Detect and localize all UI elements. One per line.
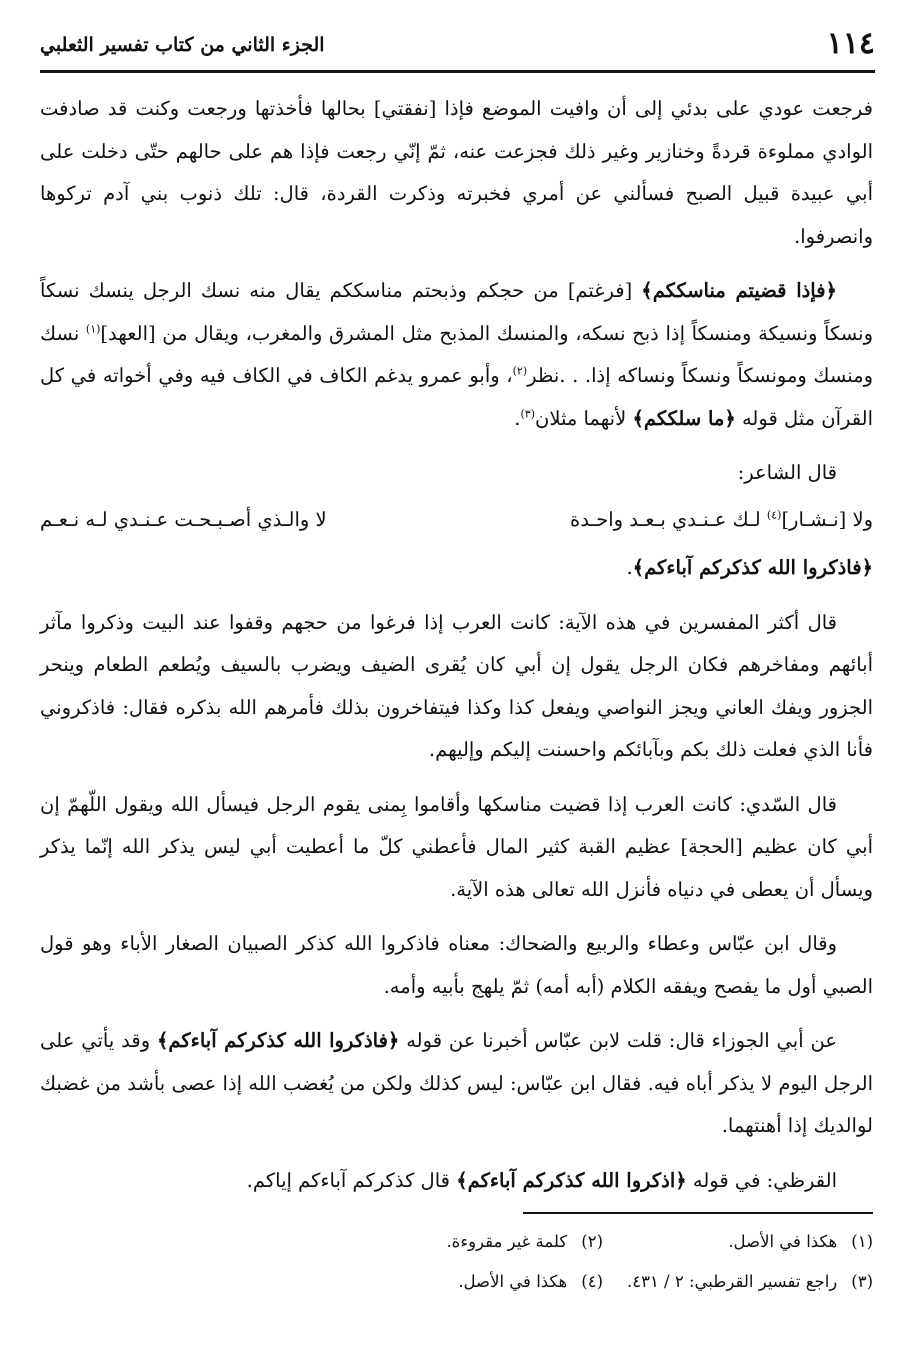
verse-text: لـك عـنـدي بـعـد واحـدة: [570, 507, 767, 531]
quran-quote: ﴿اذكروا الله كذكركم آباءكم﴾: [456, 1168, 687, 1192]
footnote-ref-1[interactable]: (١): [85, 322, 101, 335]
paragraph-text: عن أبي الجوزاء قال: قلت لابن عبّاس أخبرنا عن قوله: [399, 1029, 837, 1052]
footnote-1: [603, 1222, 873, 1262]
paragraph-2: [40, 270, 873, 440]
running-title: الجزء الثاني من كتاب تفسير الثعلبي: [40, 34, 325, 56]
footnote-3: [603, 1262, 873, 1302]
paragraph-3: قال أكثر المفسرين في هذه الآية: كانت العرب إذا فرغوا من حجهم وقفوا عند البيت وذكروا مآثر أبائهم ومفاخرهم فكان الرجل يقول إن أبي كان يُقرى الضيف ويضرب بالسيف ويُطعم الطعام وينحر الجزور ويفك العاني ويجز النواصي ويفعل كذا وكذا فيتفاخرون بذلك فأمرهم الله بذكره فقال: فاذكروني فأنا الذي فعلت ذلك بكم وبآبائكم واحسنت إليكم وإليهم.: [40, 610, 873, 761]
paragraph-text: قال كذكركم آباءكم إياكم.: [246, 1168, 457, 1192]
page-header: [40, 22, 875, 73]
footnote-4: [313, 1262, 603, 1302]
verse-heading: [40, 547, 873, 590]
footnote-number: (٣): [851, 1272, 873, 1291]
quran-quote: ﴿فاذكروا الله كذكركم آباءكم﴾: [632, 556, 873, 579]
footnote-text: هكذا في الأصل.: [728, 1232, 838, 1251]
page-number: ١١٤: [826, 26, 875, 61]
footnote-ref-4[interactable]: (٤): [766, 508, 782, 521]
paragraph-7: [40, 1160, 873, 1203]
verse-text: ولا [نـشـار]: [781, 507, 873, 531]
paragraph-text: .: [514, 406, 521, 430]
paragraph-text: .: [626, 556, 633, 579]
footnote-2: [313, 1222, 603, 1262]
page-body: [40, 88, 873, 1214]
paragraph-text: ، وأبو عمرو يدغم الكاف في الكاف فيه وفي أخواته في كل القرآن مثل قوله: [40, 364, 873, 430]
poetry-verse: [40, 499, 873, 542]
paragraph-text: القرظي: في قوله: [686, 1168, 837, 1192]
footnote-text: راجع تفسير القرطبي: ٢ / ٤٣١.: [626, 1272, 838, 1291]
verse-hemistich-right: [570, 499, 873, 542]
quran-quote: ﴿ما سلككم﴾: [632, 406, 736, 430]
verse-hemistich-left: لا والـذي أصـبـحـت عـنـدي لـه نـعـم: [40, 507, 327, 531]
paragraph-text: لأنهما مثلان: [535, 406, 633, 430]
paragraph-text: وقد يأتي على الرجل اليوم لا يذكر أباه فيه. فقال ابن عبّاس: ليس كذلك ولكن من يُغضب الله إذا عصى بأشد من غضبك لوالديك إذا أهنتهما.: [40, 1029, 873, 1137]
paragraph-text: نسك ومنسك ومونسكاً ونسكاً ونساكه إذا. . .نظر: [40, 321, 874, 387]
footnote-divider: [523, 1212, 873, 1214]
paragraph-5: وقال ابن عبّاس وعطاء والربيع والضحاك: معناه فاذكروا الله كذكر الصبيان الصغار الأباء وهو قول الصبي أول ما يفصح ويفقه الكلام (أبه أمه) ثمّ يلهج بأبيه وأمه.: [40, 932, 873, 998]
quran-quote: ﴿فإذا قضيتم مناسككم﴾: [641, 279, 837, 302]
footnote-text: هكذا في الأصل.: [458, 1272, 568, 1291]
footnote-number: (٤): [581, 1272, 603, 1291]
paragraph-4: قال السّدي: كانت العرب إذا قضيت مناسكها وأقاموا بِمنى يقوم الرجل فيسأل الله ويقول اللّهمّ إن أبي كان عظيم [الحجة] عظيم القبة كثير المال فأعطني كلّ ما أعطيت أبي ليس يذكر الله إنّما يذكر ويسأل أن يعطى في دنياه فأنزل الله تعالى هذه الآية.: [40, 792, 873, 901]
footnote-text: كلمة غير مقروءة.: [446, 1232, 568, 1251]
paragraph-text: [فرغتم] من حجكم وذبحتم مناسككم يقال منه نسك الرجل ينسك نسكاً ونسكاً ونسيكة ومنسكاً إذا ذبح نسكه، والمنسك المذبح مثل المشرق والمغرب، ويقال من [العهد]: [40, 279, 873, 345]
footnote-ref-3[interactable]: (٣): [520, 407, 535, 420]
paragraph-1: فرجعت عودي على بدئي إلى أن وافيت الموضع فإذا [نفقتي] بحالها فأخذتها ورجعت وكنت قد صادفت الوادي مملوءة قردةً وخنازير وغير ذلك فجزعت عنه، ثمّ إنّي رجعت فإذا هم على حالهم حتّى دخلت على أبي عبيدة قبيل الصبح فسألني عن أمري فخبرته وذكرت القردة، قال: تلك ذنوب بني آدم تركوها وانصرفوا.: [40, 97, 873, 248]
poet-intro: قال الشاعر:: [737, 461, 837, 484]
paragraph-6: [40, 1020, 873, 1148]
quran-quote: ﴿فاذكروا الله كذكركم آباءكم﴾: [156, 1029, 400, 1052]
footnotes: [300, 1222, 873, 1302]
footnote-number: (١): [851, 1232, 873, 1251]
footnote-ref-2[interactable]: (٢): [512, 364, 528, 378]
footnote-number: (٢): [581, 1232, 603, 1251]
